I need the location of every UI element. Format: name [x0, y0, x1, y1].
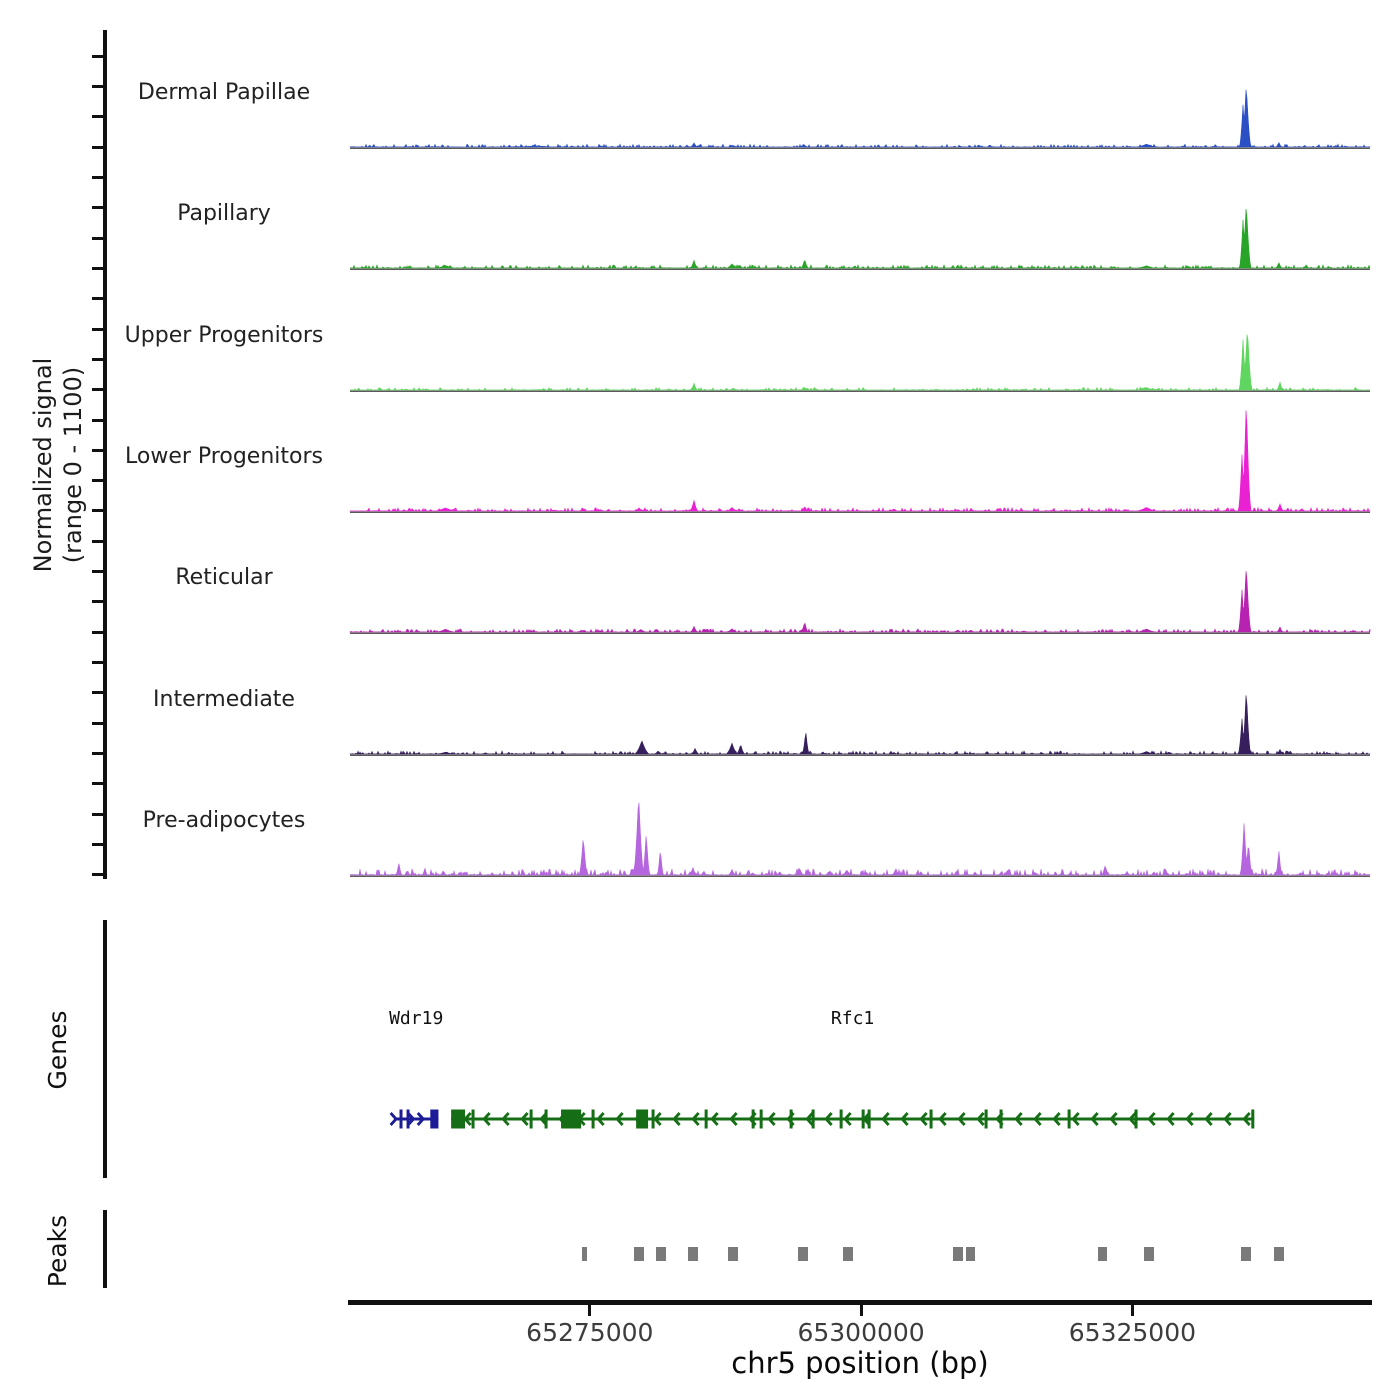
peak-region-box — [728, 1247, 738, 1261]
peak-region-box — [953, 1247, 963, 1261]
exon-tick — [840, 1110, 843, 1129]
signal-area-path — [350, 90, 1370, 147]
signal-track-plot — [0, 152, 1400, 273]
peak-region-box — [1144, 1247, 1154, 1261]
peak-region-box — [798, 1247, 808, 1261]
signal-area-path — [350, 803, 1370, 875]
exon-tick — [752, 1110, 755, 1129]
peaks-section-label: Peaks — [43, 1214, 72, 1288]
peak-region-box — [966, 1247, 975, 1261]
signal-area-path — [350, 571, 1370, 632]
track-label-intermediate: Intermediate — [153, 686, 295, 712]
track-label-reticular: Reticular — [175, 565, 273, 591]
genes-section-label: Genes — [43, 1010, 72, 1090]
exon-tick — [1000, 1110, 1003, 1129]
exon-tick — [400, 1110, 403, 1129]
peaks-axis-line — [103, 1210, 107, 1288]
peak-region-box — [656, 1247, 666, 1261]
exon-tick — [760, 1110, 763, 1129]
exon-tick — [472, 1110, 475, 1129]
track-label-upper-progenitors: Upper Progenitors — [124, 322, 324, 348]
signal-track-plot — [0, 395, 1400, 516]
signal-track-plot — [0, 638, 1400, 759]
signal-track-plot — [0, 31, 1400, 152]
signal-track-plot — [0, 759, 1400, 880]
x-axis-title: chr5 position (bp) — [731, 1346, 989, 1380]
exon-block — [561, 1110, 581, 1129]
x-axis-tick-label: 65325000 — [1068, 1318, 1197, 1347]
signal-area-path — [350, 695, 1370, 754]
gene-name-wdr19: Wdr19 — [389, 1008, 444, 1029]
track-label-dermal-papillae: Dermal Papillae — [137, 80, 311, 105]
x-axis-tick-label: 65275000 — [526, 1318, 654, 1347]
y-axis-label-line2: (range 0 - 1100) — [59, 366, 87, 564]
peak-region-box — [582, 1247, 587, 1261]
peak-region-box — [688, 1247, 698, 1261]
track-label-pre-adipocytes: Pre-adipocytes — [142, 807, 306, 833]
exon-tick — [705, 1110, 708, 1129]
exon-tick — [545, 1110, 548, 1129]
exon-block — [451, 1110, 465, 1129]
strand-arrow-icon — [391, 1113, 397, 1125]
exon-tick — [1068, 1110, 1071, 1129]
x-axis-tick — [1131, 1305, 1134, 1316]
track-label-lower-progenitors: Lower Progenitors — [125, 443, 323, 469]
x-axis-tick — [860, 1305, 863, 1316]
exon-tick — [1135, 1110, 1138, 1129]
signal-area-path — [350, 334, 1370, 389]
peak-region-box — [1241, 1247, 1251, 1261]
exon-tick — [985, 1110, 988, 1129]
signal-area-path — [350, 209, 1370, 268]
track-label-papillary: Papillary — [177, 201, 271, 227]
signal-track-plot — [0, 274, 1400, 395]
x-axis-tick-label: 65300000 — [797, 1318, 925, 1347]
genes-track — [0, 1092, 1400, 1150]
genes-track-plot — [0, 1092, 1400, 1150]
exon-tick — [530, 1110, 533, 1129]
exon-block — [636, 1110, 648, 1129]
exon-block — [430, 1110, 438, 1129]
exon-tick — [930, 1110, 933, 1129]
peak-region-box — [843, 1247, 853, 1261]
exon-tick — [652, 1110, 655, 1129]
signal-area-path — [350, 410, 1370, 511]
exon-tick — [592, 1110, 595, 1129]
peak-region-box — [634, 1247, 644, 1261]
exon-tick — [1251, 1110, 1254, 1129]
y-axis-label-line1: Normalized signal — [29, 357, 57, 573]
x-axis-tick — [588, 1305, 591, 1316]
signal-track-plot — [0, 516, 1400, 637]
peak-region-box — [1274, 1247, 1284, 1261]
exon-tick — [862, 1110, 865, 1129]
exon-tick — [407, 1110, 410, 1129]
exon-tick — [868, 1110, 871, 1129]
exon-tick — [790, 1110, 793, 1129]
exon-tick — [812, 1110, 815, 1129]
gene-name-rfc1: Rfc1 — [830, 1008, 875, 1029]
peak-region-box — [1098, 1247, 1108, 1261]
